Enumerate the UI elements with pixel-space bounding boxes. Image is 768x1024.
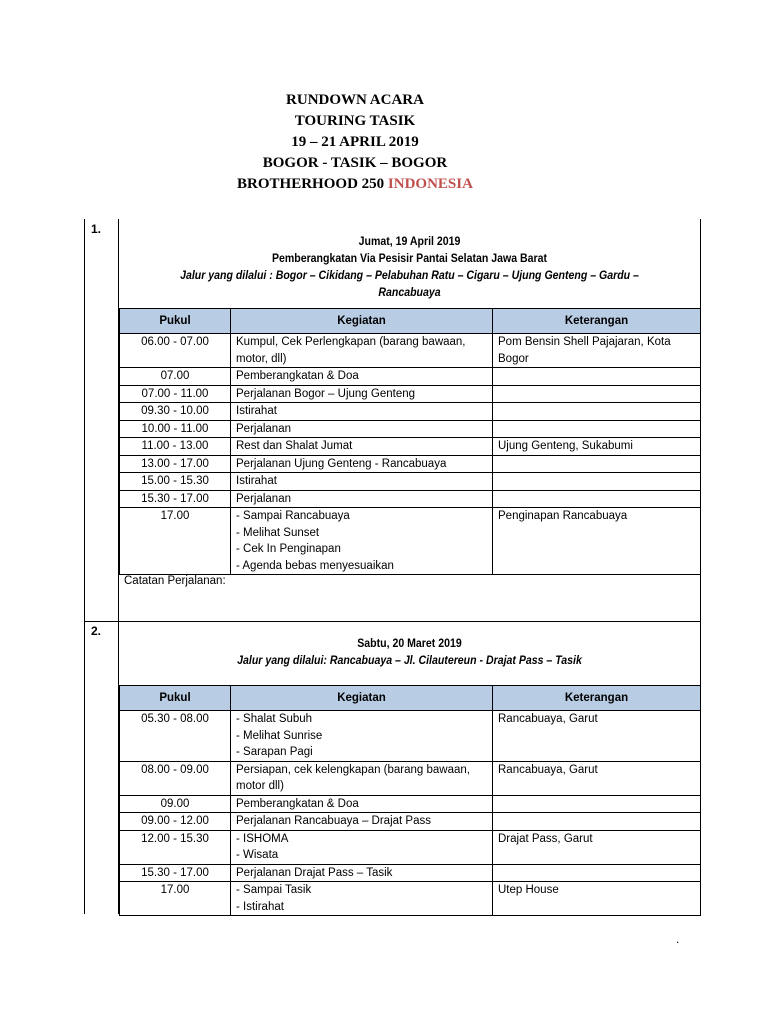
section-subtitle: Pemberangkatan Via Pesisir Pantai Selatan Jawa Barat [271,251,548,265]
table-row [120,761,701,795]
activity-line: - Shalat Subuh [236,713,313,725]
notes-row [119,575,700,623]
schedule-table [119,308,701,575]
cell-note [493,508,701,575]
cell-activity [231,830,493,864]
cell-time: 06.00 - 07.00 [120,334,231,368]
section-date: Jumat, 19 April 2019 [358,234,461,248]
section-number: 1. [91,222,102,236]
activity-line: - Melihat Sunrise [236,729,323,742]
cell-note [493,882,701,916]
activity-line: - Sampai Rancabuaya [236,510,350,522]
cell-activity [231,455,493,473]
cell-note [493,711,701,762]
cell-time: 09.00 - 12.00 [120,813,231,831]
cell-activity [231,438,493,456]
section-date: Sabtu, 20 Maret 2019 [357,636,462,650]
day-two-section [84,621,701,914]
activity-line: Perjalanan [236,492,291,505]
cell-time: 08.00 - 09.00 [120,761,231,795]
table-row [120,473,701,491]
cell-note [493,334,701,368]
cell-time: 13.00 - 17.00 [120,455,231,473]
section-route: Jalur yang dilalui: Rancabuaya – Jl. Cilautereun - Drajat Pass – Tasik [237,653,582,667]
cell-note [493,761,701,795]
table-row [120,711,701,762]
cell-time: 12.00 - 15.30 [120,830,231,864]
cell-activity [231,813,493,831]
cell-note [493,490,701,508]
table-row [120,385,701,403]
notes-label: Catatan Perjalanan: [124,575,226,587]
section-heading [154,621,665,685]
activity-line: Perjalanan Rancabuaya – Drajat Pass [236,815,431,827]
title-line-dates: 19 – 21 APRIL 2019 [291,134,419,150]
club-name: BROTHERHOOD 250 [237,176,385,192]
activity-line: Istirahat [236,405,277,417]
cell-activity [231,420,493,438]
cell-time: 07.00 [120,368,231,386]
cell-activity [231,368,493,386]
cell-time: 07.00 - 11.00 [120,385,231,403]
table-row [120,882,701,916]
title-line-touring: TOURING TASIK [294,113,416,129]
cell-activity [231,761,493,795]
cell-activity [231,882,493,916]
section-content [119,621,700,914]
day-one-section [84,219,701,622]
note-line: Rancabuaya, Garut [498,763,598,776]
cell-activity [231,403,493,421]
column-header-time: Pukul [120,686,231,711]
activity-line: - Agenda bebas menyesuaikan [236,559,394,572]
activity-line: Persiapan, cek kelengkapan (barang bawaan, [236,763,470,776]
activity-line: Pemberangkatan & Doa [236,370,359,382]
section-content [119,219,700,621]
activity-line: - Wisata [236,849,279,861]
cell-activity [231,508,493,575]
cell-time: 17.00 [120,508,231,575]
cell-time: 05.30 - 08.00 [120,711,231,762]
note-line: Penginapan Rancabuaya [498,510,628,522]
cell-activity [231,473,493,491]
table-row [120,795,701,813]
cell-time: 15.30 - 17.00 [120,490,231,508]
section-heading [154,219,665,308]
section-number-cell [85,219,119,621]
table-row [120,455,701,473]
table-row [120,508,701,575]
activity-line: Pemberangkatan & Doa [236,797,359,810]
column-header-activity: Kegiatan [231,309,493,334]
cell-time: 11.00 - 13.00 [120,438,231,456]
cell-note [493,864,701,882]
table-row [120,420,701,438]
note-line: Pom Bensin Shell Pajajaran, Kota [498,336,671,348]
cell-activity [231,795,493,813]
table-row [120,334,701,368]
cell-note [493,473,701,491]
activity-line: Perjalanan [236,422,291,435]
cell-note [493,813,701,831]
title-line-route: BOGOR - TASIK – BOGOR [262,155,448,171]
page-mark: . [676,932,680,946]
cell-note [493,830,701,864]
cell-activity [231,385,493,403]
cell-activity [231,711,493,762]
schedule-body [120,334,701,575]
note-line: Drajat Pass, Garut [498,832,593,845]
activity-line: Perjalanan Bogor – Ujung Genteng [236,387,416,400]
activity-line: - ISHOMA [236,832,289,845]
cell-time: 17.00 [120,882,231,916]
section-number-cell [85,621,119,914]
activity-line: Rest dan Shalat Jumat [236,440,353,452]
column-header-note: Keterangan [493,686,701,711]
cell-note [493,368,701,386]
table-row [120,438,701,456]
title-line-club [0,174,710,195]
section-route: Jalur yang dilalui : Bogor – Cikidang – Pelabuhan Ratu – Cigaru – Ujung Genteng – Gardu – Rancabuaya [180,268,639,299]
activity-line: motor, dll) [236,352,287,365]
note-line: Rancabuaya, Garut [498,713,598,725]
activity-line: - Cek In Penginapan [236,543,341,555]
column-header-activity: Kegiatan [231,686,493,711]
document-title [0,90,710,195]
table-row [120,490,701,508]
schedule-body [120,711,701,916]
title-line-rundown: RUNDOWN ACARA [286,92,424,108]
cell-time: 09.30 - 10.00 [120,403,231,421]
activity-line: Kumpul, Cek Perlengkapan (barang bawaan, [236,336,466,348]
table-header-row [120,309,701,334]
cell-time: 09.00 [120,795,231,813]
table-header-row [120,686,701,711]
table-row [120,403,701,421]
column-header-time: Pukul [120,309,231,334]
activity-line: Perjalanan Ujung Genteng - Rancabuaya [236,457,447,470]
club-country: INDONESIA [387,176,473,192]
activity-line: Perjalanan Drajat Pass – Tasik [236,866,393,879]
activity-line: - Istirahat [236,900,284,913]
table-row [120,813,701,831]
cell-note [493,403,701,421]
cell-note [493,385,701,403]
cell-activity [231,864,493,882]
note-line: Ujung Genteng, Sukabumi [498,440,633,452]
cell-note [493,438,701,456]
cell-note [493,795,701,813]
cell-time: 15.00 - 15.30 [120,473,231,491]
table-row [120,830,701,864]
cell-note [493,420,701,438]
cell-note [493,455,701,473]
activity-line: - Sarapan Pagi [236,746,313,758]
activity-line: - Melihat Sunset [236,526,320,539]
note-line: Bogor [498,352,529,365]
activity-line: Istirahat [236,475,277,487]
cell-activity [231,490,493,508]
cell-time: 15.30 - 17.00 [120,864,231,882]
table-row [120,368,701,386]
table-row [120,864,701,882]
cell-activity [231,334,493,368]
cell-time: 10.00 - 11.00 [120,420,231,438]
schedule-table [119,685,701,916]
note-line: Utep House [498,884,559,896]
column-header-note: Keterangan [493,309,701,334]
section-number: 2. [91,624,102,638]
activity-line: - Sampai Tasik [236,884,312,896]
activity-line: motor dll) [236,780,284,792]
